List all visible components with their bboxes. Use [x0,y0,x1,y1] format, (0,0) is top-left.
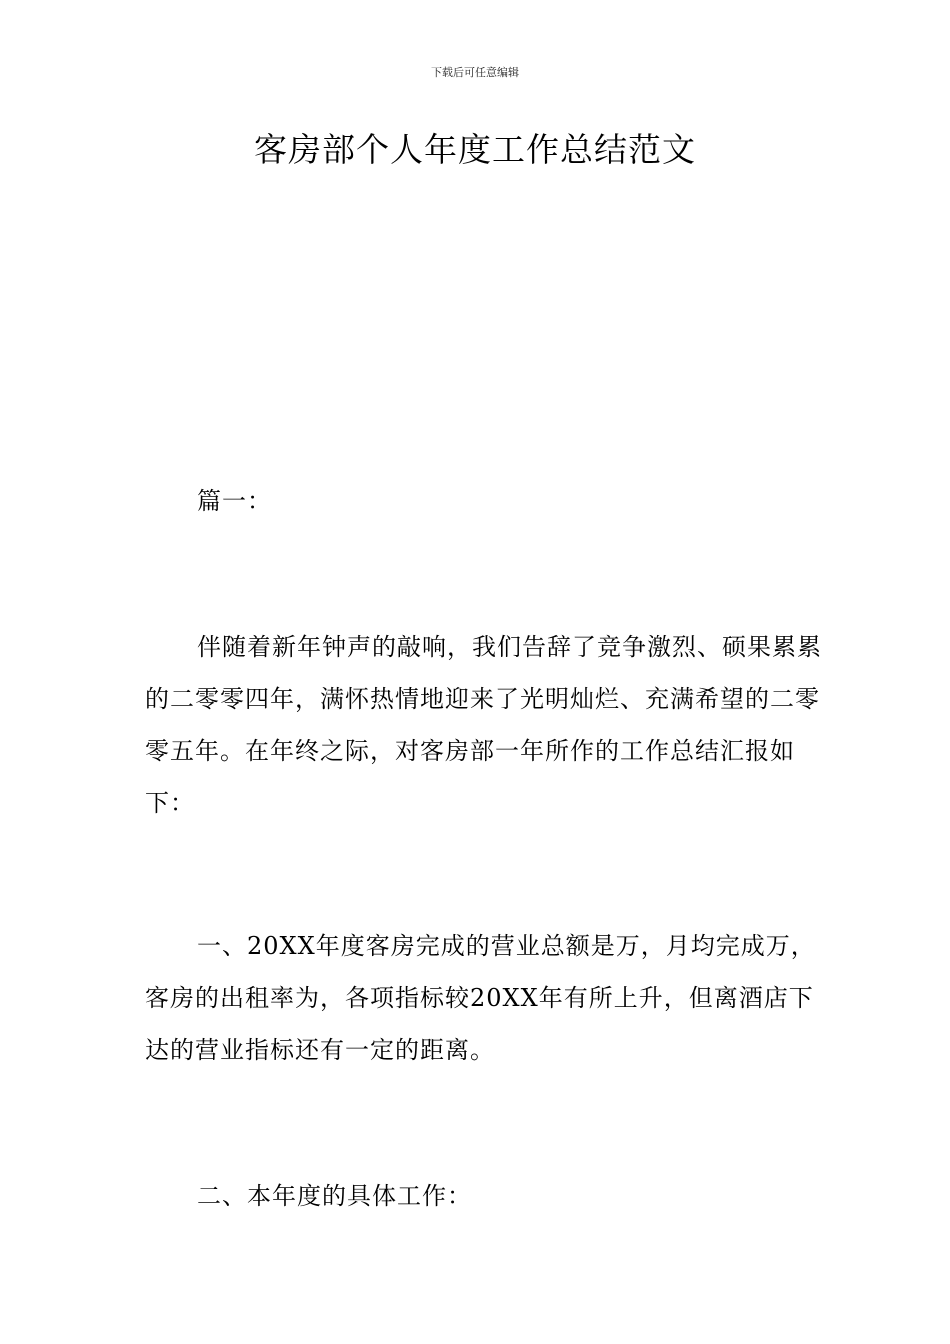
intro-paragraph: 伴随着新年钟声的敲响，我们告辞了竞争激烈、硕果累累的二零零四年，满怀热情地迎来了光明灿烂、充满希望的二零零五年。在年终之际，对客房部一年所作的工作总结汇报如下： [145,633,822,817]
document-title: 客房部个人年度工作总结范文 [254,130,696,169]
item-1-paragraph: 一、20XX年度客房完成的营业总额是万，月均完成万，客房的出租率为，各项指标较20XX年有所上升，但离酒店下达的营业指标还有一定的距离。 [145,932,816,1064]
section-label: 篇一： [197,487,272,515]
header-note: 下载后可任意编辑 [431,66,519,79]
item-2-paragraph: 二、本年度的具体工作： [197,1182,472,1210]
